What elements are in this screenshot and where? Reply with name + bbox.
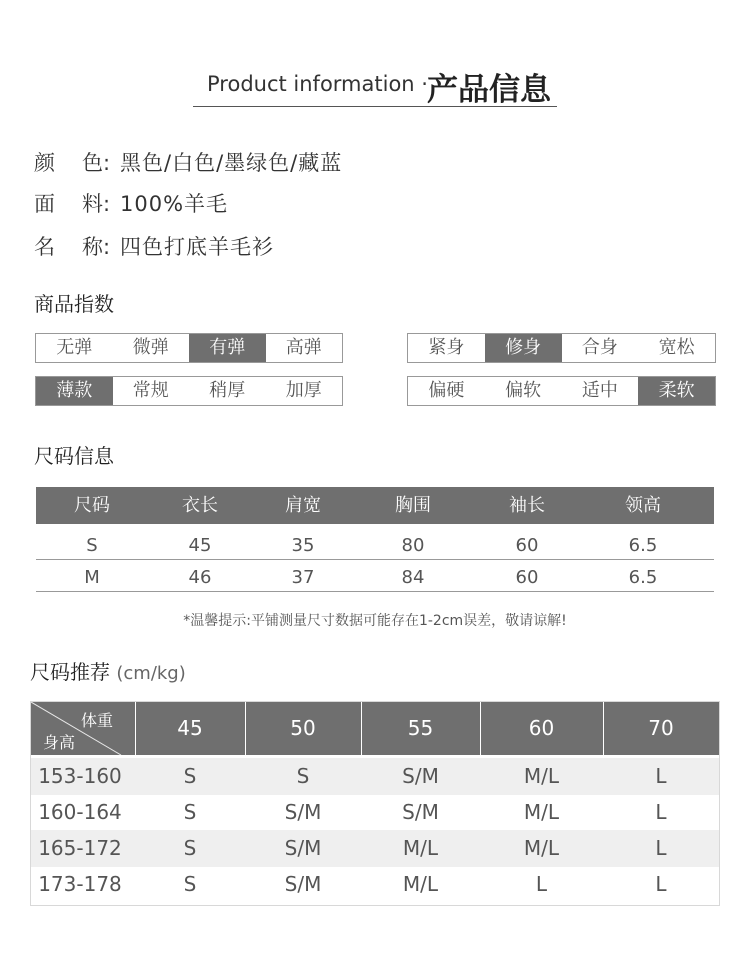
table-cell: 60 — [515, 535, 539, 556]
weight-header: 60 — [528, 716, 555, 740]
height-cell: 160-164 — [38, 800, 122, 824]
info-name — [34, 231, 274, 261]
table-cell: S/M — [284, 872, 322, 896]
info-label-b: 料: — [82, 192, 111, 216]
weight-header: 70 — [648, 716, 674, 740]
column-header: 肩宽 — [285, 495, 321, 516]
height-cell: 165-172 — [38, 836, 122, 860]
option-elasticity: 微弹 — [132, 337, 169, 358]
table-cell: S — [183, 764, 197, 788]
table-cell: 84 — [401, 567, 425, 588]
info-label-b: 色: — [82, 151, 111, 175]
table-cell: S — [183, 800, 197, 824]
info-label-a: 面 — [34, 192, 55, 216]
size-rec-table — [30, 701, 720, 906]
size-rec-unit: (cm/kg) — [116, 663, 186, 684]
elasticity-selector — [35, 333, 343, 363]
header-chinese: 产品信息 — [427, 72, 551, 108]
measurement-note: *温馨提示:平铺测量尺寸数据可能存在1-2cm误差，敬请谅解! — [183, 613, 567, 629]
option-elasticity: 高弹 — [285, 337, 322, 358]
header-english: Product information · — [207, 72, 428, 96]
corner-height-label: 身高 — [43, 733, 76, 752]
table-cell: S — [183, 836, 197, 860]
size-rec-header — [31, 702, 719, 755]
size-rec-title — [30, 656, 186, 685]
table-row — [31, 758, 719, 795]
table-cell: S/M — [284, 800, 322, 824]
column-header: 衣长 — [182, 495, 218, 516]
fit-selector — [407, 333, 716, 363]
table-cell: S — [86, 535, 98, 556]
size-rec-title-text: 尺码推荐 — [30, 660, 110, 684]
table-row — [36, 535, 714, 559]
table-cell: S/M — [402, 764, 439, 788]
height-cell: 153-160 — [38, 764, 122, 788]
table-cell: 35 — [291, 535, 315, 556]
info-label-a: 名 — [34, 235, 55, 259]
column-header: 袖长 — [509, 495, 545, 516]
info-value: 黑色/白色/墨绿色/藏蓝 — [120, 151, 343, 175]
table-cell: M/L — [402, 836, 439, 860]
table-cell: M/L — [402, 872, 439, 896]
row-divider — [36, 559, 714, 560]
table-cell: S — [183, 872, 197, 896]
option-thickness: 加厚 — [285, 380, 322, 401]
page-header — [193, 62, 557, 107]
table-cell: M/L — [523, 836, 560, 860]
table-cell: 6.5 — [628, 567, 658, 588]
row-divider — [36, 591, 714, 592]
table-row — [36, 567, 714, 591]
info-value: 100%羊毛 — [120, 192, 229, 216]
table-cell: 46 — [188, 567, 212, 588]
option-thickness: 薄款 — [36, 377, 113, 405]
table-cell: 80 — [401, 535, 425, 556]
info-color — [34, 147, 342, 177]
table-cell: S/M — [402, 800, 439, 824]
column-header: 胸围 — [395, 495, 431, 516]
corner-weight-label: 体重 — [81, 711, 114, 730]
table-cell: S — [296, 764, 310, 788]
info-label-b: 称: — [82, 235, 111, 259]
table-cell: 45 — [188, 535, 212, 556]
size-info-title: 尺码信息 — [34, 444, 114, 468]
weight-header: 50 — [290, 716, 316, 740]
table-cell: M — [84, 567, 100, 588]
table-cell: L — [655, 764, 667, 788]
table-cell: M/L — [523, 764, 560, 788]
option-fit: 合身 — [581, 337, 618, 358]
thickness-selector — [35, 376, 343, 406]
option-thickness: 稍厚 — [209, 380, 246, 401]
info-material — [34, 188, 228, 218]
option-fit: 修身 — [485, 334, 562, 362]
option-fit: 紧身 — [428, 337, 465, 358]
height-cell: 173-178 — [38, 872, 122, 896]
size-table-header — [36, 487, 714, 524]
option-softness: 偏硬 — [428, 380, 465, 401]
weight-header: 45 — [177, 716, 203, 740]
option-thickness: 常规 — [132, 380, 169, 401]
indicators-title: 商品指数 — [34, 292, 114, 316]
option-softness: 偏软 — [505, 380, 542, 401]
option-elasticity: 有弹 — [189, 334, 266, 362]
option-softness: 柔软 — [638, 377, 715, 405]
table-cell: 37 — [291, 567, 315, 588]
info-label-a: 颜 — [34, 151, 55, 175]
table-row — [31, 866, 719, 903]
table-cell: L — [535, 872, 548, 896]
column-header: 领高 — [625, 495, 661, 516]
option-elasticity: 无弹 — [56, 337, 93, 358]
table-cell: M/L — [523, 800, 560, 824]
info-value: 四色打底羊毛衫 — [120, 235, 274, 259]
option-softness: 适中 — [581, 380, 618, 401]
table-cell: L — [655, 800, 667, 824]
table-cell: 60 — [515, 567, 539, 588]
table-cell: 6.5 — [628, 535, 658, 556]
table-cell: S/M — [284, 836, 322, 860]
column-header: 尺码 — [74, 495, 110, 516]
option-fit: 宽松 — [658, 337, 695, 358]
table-cell: L — [655, 836, 667, 860]
table-row — [31, 830, 719, 867]
table-row — [31, 794, 719, 831]
weight-header: 55 — [407, 716, 434, 740]
table-cell: L — [655, 872, 667, 896]
softness-selector — [407, 376, 716, 406]
